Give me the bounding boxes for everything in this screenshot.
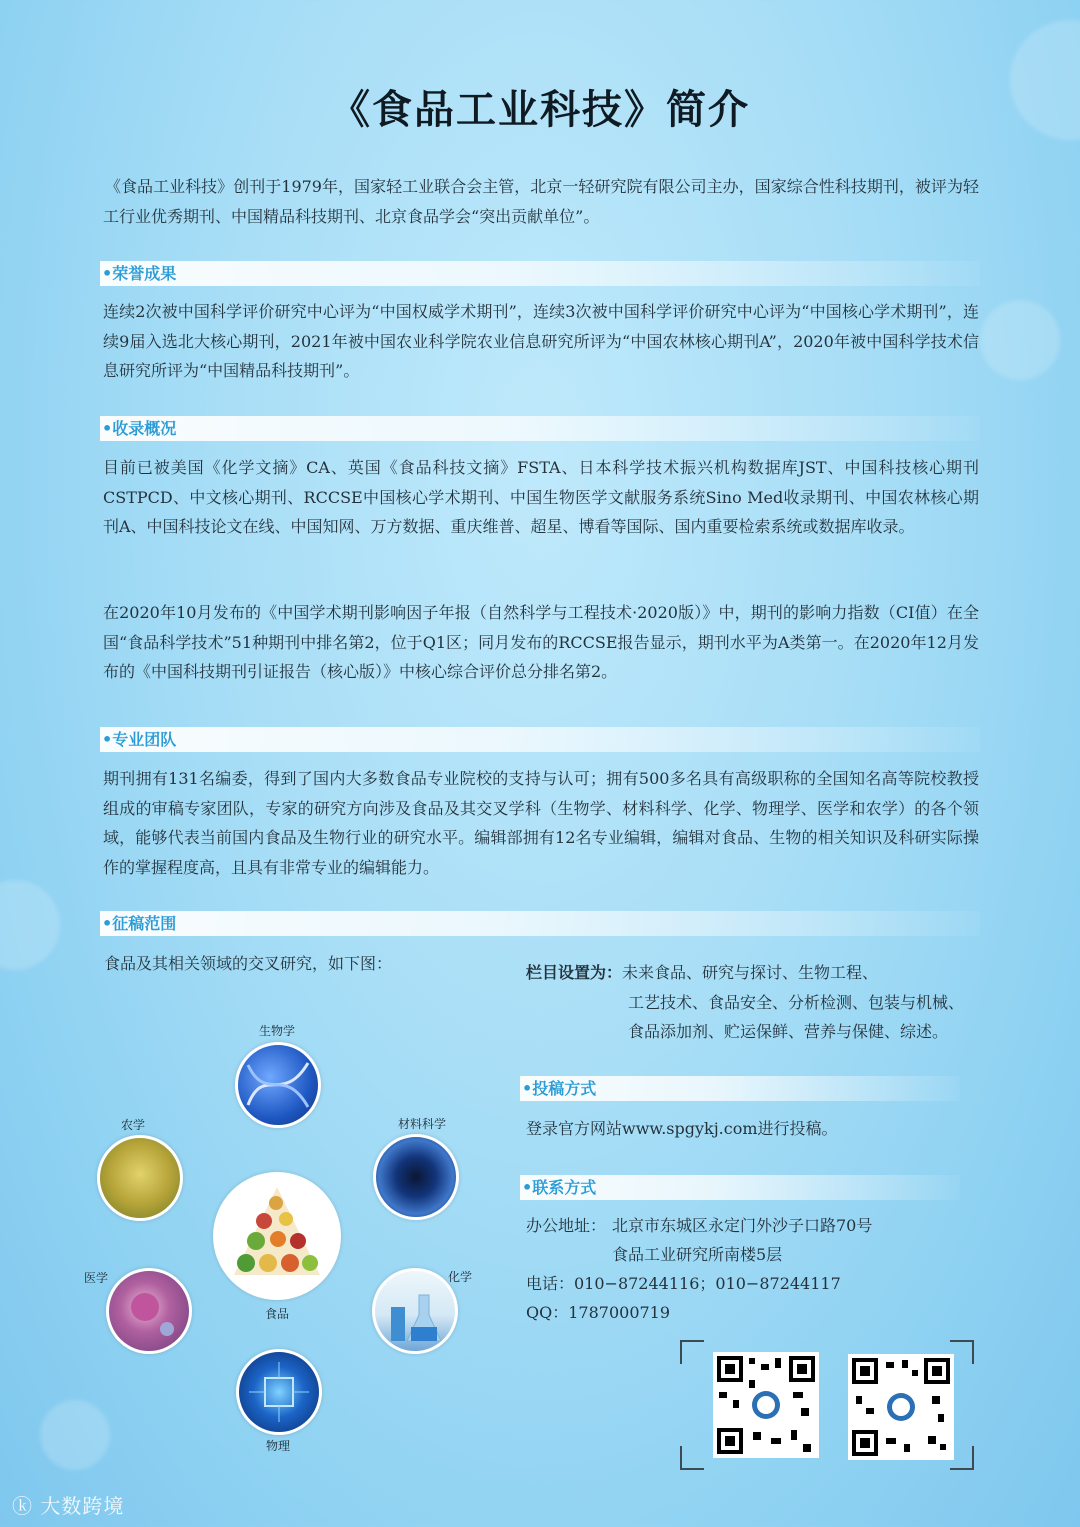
team-paragraph: 期刊拥有131名编委，得到了国内大多数食品专业院校的支持与认可；拥有500多名具有高级职称的全国知名高等院校教授组成的审稿专家团队，专家的研究方向涉及食品及其交叉学科（生物学、材料科学、化学、物理学、医学和农学）的各个领域，能够代表当前国内食品及生物行业的研究水平。编辑部拥有12名专业编辑，编辑对食品、生物的相关知识及科研实际操作的掌握程度高，且具有非常专业的编辑能力。: [103, 769, 979, 877]
qq-text: QQ：1787000719: [526, 1303, 671, 1322]
address-line: 食品工业研究所南楼5层: [612, 1245, 783, 1264]
section-header-contact: [520, 1175, 960, 1200]
section-title: •征稿范围: [102, 914, 177, 933]
chip-icon: [239, 1352, 319, 1432]
food-label: 食品: [265, 1307, 290, 1321]
qr-code-website[interactable]: [848, 1354, 954, 1460]
physics-circle: [236, 1349, 322, 1435]
agriculture-label: 农学: [121, 1118, 146, 1132]
bokeh-decoration: [980, 300, 1060, 380]
columns-line: 未来食品、研究与探讨、生物工程、: [622, 963, 879, 982]
medicine-circle: [106, 1268, 192, 1354]
food-pyramid-icon: [216, 1175, 338, 1297]
columns-line: 食品添加剂、贮运保鲜、营养与保健、综述。: [628, 1022, 949, 1041]
medicine-label: 医学: [84, 1271, 109, 1285]
materials-circle: [373, 1134, 459, 1220]
submission-text: 登录官方网站www.spgykj.com进行投稿。: [526, 1119, 838, 1138]
honors-paragraph: 连续2次被中国科学评价研究中心评为“中国权威学术期刊”，连续3次被中国科学评价研究中心评为“中国核心学术期刊”，连续9届入选北大核心期刊，2021年被中国农业科学院农业信息研究所评为“中国农林核心期刊A”，2020年被中国科学技术信息研究所评为“中国精品科技期刊”。: [103, 302, 979, 380]
section-title: •收录概况: [102, 419, 177, 438]
watermark: [12, 1490, 124, 1519]
section-header-team: [100, 727, 980, 752]
phone-text: 电话：010−87244116；010−87244117: [526, 1274, 841, 1293]
section-header-honors: [100, 261, 980, 286]
columns-label-text: 栏目设置为：: [526, 963, 623, 982]
section-header-submission: [520, 1076, 960, 1101]
frame-corner: [680, 1340, 704, 1364]
watermark-logo-icon: ⓚ: [12, 1494, 33, 1518]
qr-code-icon: [848, 1354, 954, 1460]
intro-paragraph: 《食品工业科技》创刊于1979年，国家轻工业联合会主管，北京一轻研究院有限公司主办，国家综合性科技期刊，被评为轻工行业优秀期刊、中国精品科技期刊、北京食品学会“突出贡献单位”。: [103, 177, 979, 226]
section-header-scope: [100, 911, 980, 936]
address-label: 办公地址：: [526, 1216, 607, 1235]
physics-label: 物理: [266, 1439, 291, 1453]
columns-line: 工艺技术、食品安全、分析检测、包装与机械、: [628, 993, 965, 1012]
columns-label: [526, 958, 878, 988]
section-title: •荣誉成果: [102, 264, 177, 283]
virus-icon: [109, 1271, 189, 1351]
food-circle: [213, 1172, 341, 1300]
qr-code-icon: [713, 1352, 819, 1458]
section-title: •投稿方式: [522, 1079, 597, 1098]
scope-intro: 食品及其相关领域的交叉研究，如下图：: [104, 954, 393, 973]
bokeh-decoration: [0, 880, 60, 970]
agriculture-circle: [97, 1135, 183, 1221]
page-title: 《食品工业科技》简介: [330, 86, 750, 133]
biology-label: 生物学: [259, 1024, 296, 1038]
impact-paragraph: 在2020年10月发布的《中国学术期刊影响因子年报（自然科学与工程技术·2020版）》中，期刊的影响力指数（CI值）在全国“食品科学技术”51种期刊中排名第2，位于Q1区；同月发布的RCCSE报告显示，期刊水平为A类第一。在2020年12月发布的《中国科技期刊引证报告（核心版）》中核心综合评价总分排名第2。: [103, 603, 979, 681]
dna-icon: [238, 1045, 318, 1125]
flask-icon: [375, 1271, 455, 1351]
qr-code-wechat[interactable]: [713, 1352, 819, 1458]
watermark-text: 大数跨境: [40, 1494, 125, 1518]
section-title: •专业团队: [102, 730, 177, 749]
biology-circle: [235, 1042, 321, 1128]
section-title: •联系方式: [522, 1178, 597, 1197]
section-header-indexing: [100, 416, 980, 441]
chemistry-circle: [372, 1268, 458, 1354]
address-line: 北京市东城区永定门外沙子口路70号: [612, 1216, 873, 1235]
frame-corner: [680, 1446, 704, 1470]
chemistry-label: 化学: [448, 1270, 473, 1284]
materials-label: 材料科学: [398, 1117, 447, 1131]
bokeh-decoration: [40, 1400, 110, 1470]
indexing-paragraph: 目前已被美国《化学文摘》CA、英国《食品科技文摘》FSTA、日本科学技术振兴机构数据库JST、中国科技核心期刊CSTPCD、中文核心期刊、RCCSE中国核心学术期刊、中国生物医学文献服务系统Sino Med收录期刊、中国农林核心期刊A、中国科技论文在线、中国知网、万方数据、重庆维普、超星、博看等国际、国内重要检索系统或数据库收录。: [103, 458, 979, 536]
